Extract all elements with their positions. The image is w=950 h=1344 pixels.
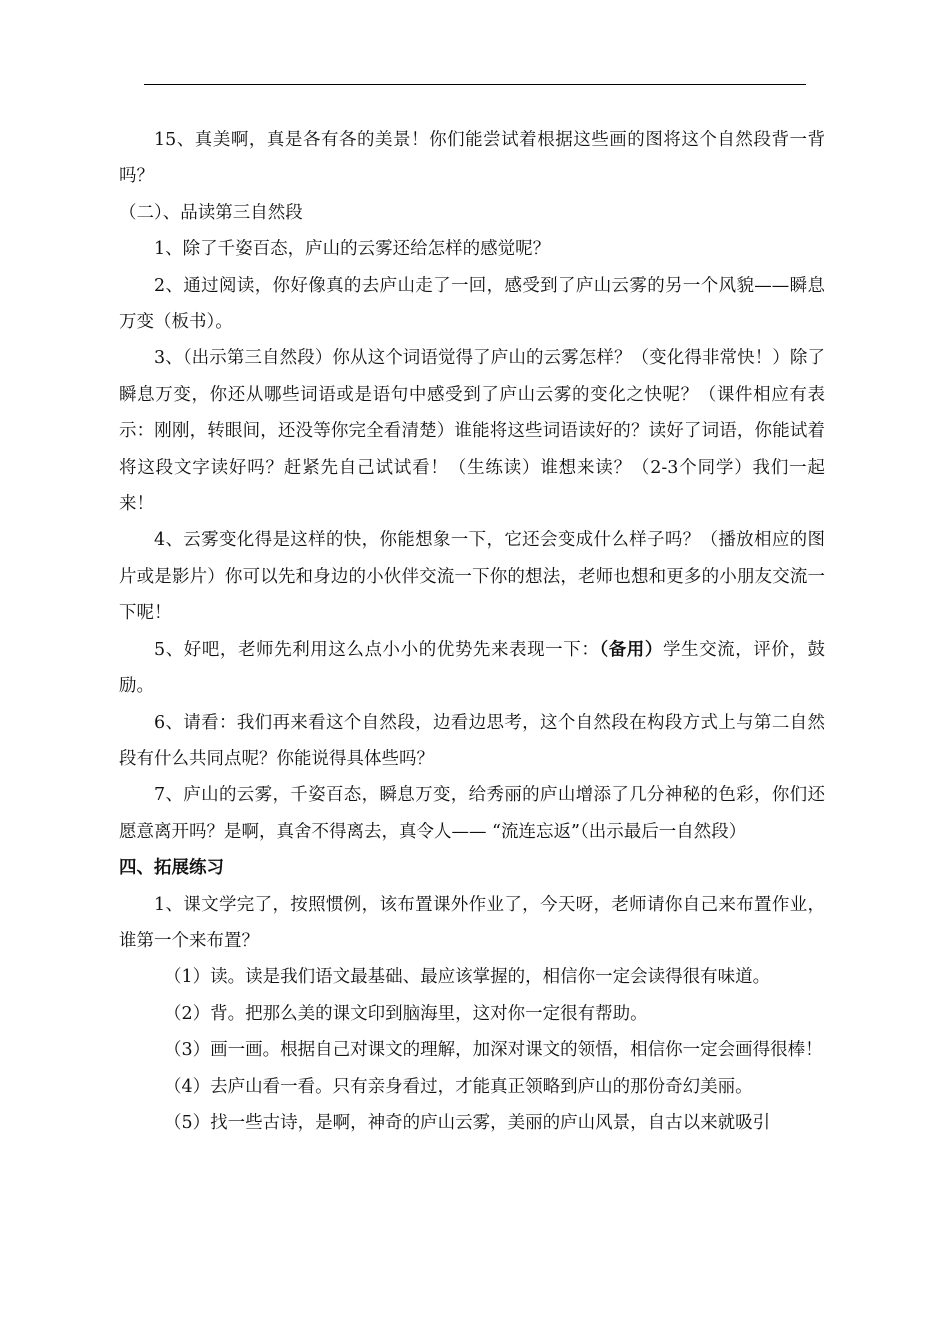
exercise-item-poems: （5）找一些古诗，是啊，神奇的庐山云雾，美丽的庐山风景，自古以来就吸引 xyxy=(164,1112,771,1133)
paragraph-question-7: 7、庐山的云雾，千姿百态，瞬息万变，给秀丽的庐山增添了几分神秘的色彩，你们还愿意离开吗？是啊，真舍不得离去，真令人—— “流连忘返”（出示最后一自然段） xyxy=(119,785,825,842)
paragraph-question-6: 6、请看：我们再来看这个自然段，边看边思考，这个自然段在构段方式上与第二自然段有什么共同点呢？你能说得具体些吗？ xyxy=(119,712,825,769)
subsection-heading-2: （二）、品读第三自然段 xyxy=(119,202,303,223)
paragraph-question-3: 3、（出示第三自然段）你从这个词语觉得了庐山的云雾怎样？（变化得非常快！）除了瞬息万变，你还从哪些词语或是语句中感受到了庐山云雾的变化之快呢？（课件相应有表示：刚刚，转眼间，还没等你完全看清楚）谁能将这些词语读好的？读好了词语，你能试着将这段文字读好吗？赶紧先自己试试看！（生练读）谁想来读？（2-3个同学）我们一起来！ xyxy=(119,348,825,515)
exercise-item-recite: （2）背。把那么美的课文印到脑海里，这对你一定很有帮助。 xyxy=(164,1003,648,1024)
document-body xyxy=(119,122,825,1141)
paragraph-question-2: 2、通过阅读，你好像真的去庐山走了一回，感受到了庐山云雾的另一个风貌——瞬息万变（板书）。 xyxy=(119,275,825,333)
exercise-item-read: （1）读。读是我们语文最基础、最应该掌握的，相信你一定会读得很有味道。 xyxy=(164,967,771,988)
section-heading-4: 四、拓展练习 xyxy=(119,858,224,879)
paragraph-exercise-1: 1、课文学完了，按照惯例，该布置课外作业了，今天呀，老师请你自己来布置作业，谁第一个来布置？ xyxy=(119,894,825,951)
paragraph-question-4: 4、云雾变化得是这样的快，你能想象一下，它还会变成什么样子吗？（播放相应的图片或是影片）你可以先和身边的小伙伴交流一下你的想法，老师也想和更多的小朋友交流一下呢！ xyxy=(119,530,825,624)
paragraph-question-5 xyxy=(119,632,825,705)
exercise-item-draw: （3）画一画。根据自己对课文的理解，加深对课文的领悟，相信你一定会画得很棒！ xyxy=(164,1040,823,1061)
question-5-text: 5、好吧，老师先利用这么点小小的优势先来表现一下： xyxy=(154,639,600,660)
paragraph-question-1: 1、除了千姿百态，庐山的云雾还给怎样的感觉呢？ xyxy=(154,239,551,260)
reserve-note: （备用） xyxy=(599,639,663,660)
paragraph-step-15: 15、真美啊，真是各有各的美景！你们能尝试着根据这些画的图将这个自然段背一背吗？ xyxy=(119,130,825,187)
header-rule xyxy=(144,84,806,85)
exercise-item-visit: （4）去庐山看一看。只有亲身看过，才能真正领略到庐山的那份奇幻美丽。 xyxy=(164,1076,753,1097)
question-5-tail: 学生交流，评价，鼓励。 xyxy=(119,639,826,697)
